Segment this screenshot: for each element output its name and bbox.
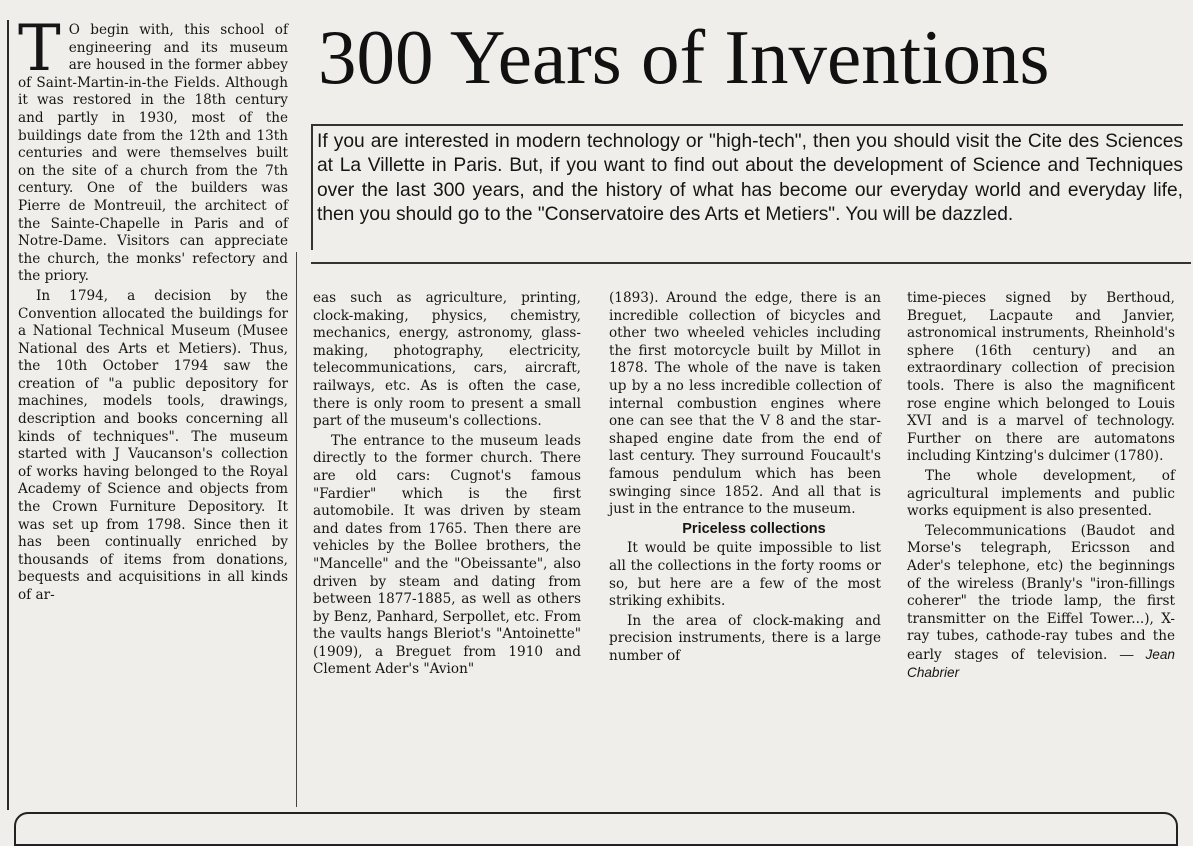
paragraph: It would be quite impossible to list all the collections in the forty rooms or so, but here are a few of the most striking exhibits. — [609, 540, 881, 610]
column-2 — [313, 290, 581, 679]
paragraph: eas such as agriculture, printing, clock-making, physics, chemistry, mechanics, energy, astronomy, glass-making, photography, electricity, telecommunications, cars, aircraft, railways, etc. As is often the case, there is only room to present a small part of the museum's collections. — [313, 290, 581, 430]
drop-cap: T — [18, 12, 61, 86]
paragraph: In the area of clock-making and precision instruments, there is a large number of — [609, 612, 881, 664]
paragraph: (1893). Around the edge, there is an incredible collection of bicycles and other two wheeled vehicles including the first motorcycle built by Millot in 1878. The whole of the nave is taken up by a no less incredible collection of internal combustion engines where one can see that the V 8 and the star-shaped engine date from the end of last century. They surround Foucault's famous pendulum which has been swinging since 1852. And all that is just in the entrance to the museum. — [609, 290, 881, 518]
paragraph: The entrance to the museum leads directly to the former church. There are old cars: Cugnot's famous "Fardier" which is the first automobile. It was driven by steam and dates from 1765. Then there are vehicles by the Bollee brothers, the "Mancelle" and the "Obeissante", also driven by steam and dating from between 1877-1885, as well as others by Benz, Panhard, Serpollet, etc. From the vaults hangs Bleriot's "Antoinette" (1909), a Breguet from 1910 and Clement Ader's "Avion" — [313, 432, 581, 678]
column-4 — [907, 290, 1175, 683]
column-rule — [296, 252, 297, 807]
bottom-frame — [14, 812, 1178, 846]
section-subheading: Priceless collections — [682, 520, 826, 537]
left-column-rule — [7, 20, 9, 810]
column-3 — [609, 290, 881, 665]
standfirst: If you are interested in modern technology or "high-tech", then you should visit the Cite des Sciences at La Villette in Paris. But, if you want to find out about the development of Science and Techniques over the last 300 years, and the history of what has become our everyday world and everyday life, then you should go to the "Conservatoire des Arts et Metiers". You will be dazzled. — [311, 124, 1183, 250]
column-1 — [18, 12, 288, 605]
paragraph: The whole development, of agricultural implements and public works equipment is also presented. — [907, 467, 1175, 520]
paragraph: In 1794, a decision by the Convention allocated the buildings for a National Technical Museum (Musee National des Arts et Metiers). Thus, the 10th October 1794 saw the creation of "a public depository for machines, models tools, drawings, description and books concerning all kinds of techniques". The museum started with J Vaucanson's collection of works having belonged to the Royal Academy of Science and objects from the Crown Furniture Depository. It was set up from 1798. Since then it has been continually enriched by thousands of items from donations, bequests and acquisitions in all kinds of ar- — [18, 287, 288, 603]
paragraph: time-pieces signed by Berthoud, Breguet, Lacpaute and Janvier, astronomical instruments, Rheinhold's sphere (16th century) and an extraordinary collection of precision tools. There is also the magnificent rose engine which belonged to Louis XVI and is a marvel of technology. Further on there are automatons including Kintzing's dulcimer (1780). — [907, 290, 1175, 465]
paragraph-text: Telecommunications (Baudot and Morse's telegraph, Ericsson and Ader's telephone, etc) the beginnings of the wireless (Branly's "iron-fillings coherer" the triode lamp, the first transmitter on the Eiffel Tower...), X-ray tubes, cathode-ray tubes and the early stages of television. — [907, 522, 1175, 663]
paragraph — [907, 523, 1175, 683]
article-headline: 300 Years of Inventions — [318, 14, 1050, 100]
intro-paragraph — [18, 12, 288, 286]
author-signature: — Jean Chabrier — [907, 646, 1175, 681]
intro-text: O begin with, this school of engineering and its museum are housed in the former abbey of Saint-Martin-in-the Fields. Although it was restored in the 18th century and partly in 1930, most of the buildings date from the 12th and 13th centuries and were themselves built on the site of a church from the 7th century. One of the builders was Pierre de Montreuil, the architect of the Sainte-Chapelle in Paris and of Notre-Dame. Visitors can appreciate the church, the monks' refectory and the priory. — [18, 22, 288, 285]
standfirst-rule — [311, 262, 1191, 264]
